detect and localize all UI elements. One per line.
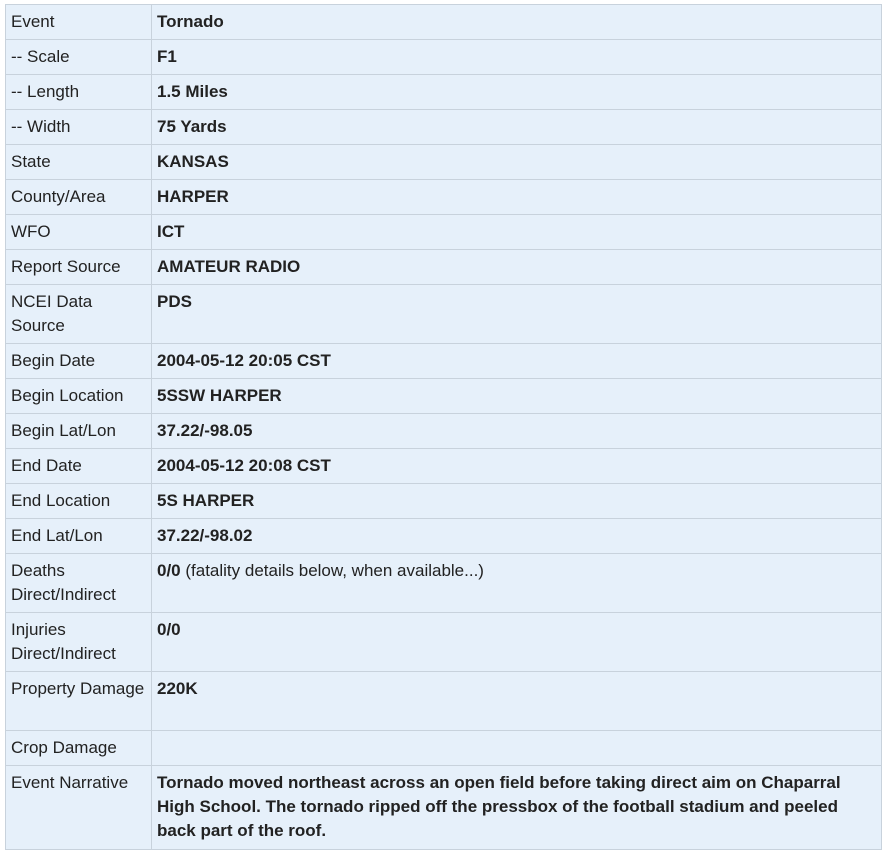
row-value [152,731,882,766]
row-value: 220K [152,672,882,731]
row-value: KANSAS [152,145,882,180]
row-value: 1.5 Miles [152,75,882,110]
row-value: 0/0 [157,561,181,580]
row-event-narrative [6,766,882,850]
row-county [6,180,882,215]
row-label: -- Scale [6,40,152,75]
row-value: PDS [152,285,882,344]
row-label: Event Narrative [6,766,152,850]
row-width [6,110,882,145]
row-label: End Lat/Lon [6,519,152,554]
row-value: HARPER [152,180,882,215]
row-state [6,145,882,180]
row-value: Tornado [152,5,882,40]
row-begin-latlon [6,414,882,449]
row-value: 75 Yards [152,110,882,145]
row-length [6,75,882,110]
row-begin-date [6,344,882,379]
row-label: Begin Date [6,344,152,379]
fatality-note: (fatality details below, when available...) [180,561,484,580]
row-label: WFO [6,215,152,250]
row-label: End Location [6,484,152,519]
row-label: Begin Lat/Lon [6,414,152,449]
row-label: -- Width [6,110,152,145]
row-value: 2004-05-12 20:05 CST [152,344,882,379]
row-scale [6,40,882,75]
row-event [6,5,882,40]
row-injuries [6,613,882,672]
row-end-date [6,449,882,484]
row-report-source [6,250,882,285]
row-value: 5SSW HARPER [152,379,882,414]
row-label: NCEI Data Source [6,285,152,344]
row-wfo [6,215,882,250]
row-value: AMATEUR RADIO [152,250,882,285]
row-label: End Date [6,449,152,484]
row-deaths [6,554,882,613]
row-value-cell [152,554,882,613]
row-value: 37.22/-98.05 [152,414,882,449]
row-value: Tornado moved northeast across an open field before taking direct aim on Chaparral High School. The tornado ripped off the pressbox of the football stadium and peeled back part of the roof. [152,766,882,850]
row-label: Crop Damage [6,731,152,766]
row-value: 2004-05-12 20:08 CST [152,449,882,484]
row-value: F1 [152,40,882,75]
row-value: 37.22/-98.02 [152,519,882,554]
row-label: Deaths Direct/Indirect [6,554,152,613]
row-label: Report Source [6,250,152,285]
row-label: Property Damage [6,672,152,731]
row-end-location [6,484,882,519]
row-label: County/Area [6,180,152,215]
row-label: State [6,145,152,180]
row-value: 0/0 [152,613,882,672]
row-ncei-data-source [6,285,882,344]
row-crop-damage [6,731,882,766]
event-details-table [5,4,882,850]
row-begin-location [6,379,882,414]
row-value: 5S HARPER [152,484,882,519]
row-label: Injuries Direct/Indirect [6,613,152,672]
row-end-latlon [6,519,882,554]
row-value: ICT [152,215,882,250]
row-label: Event [6,5,152,40]
row-label: Begin Location [6,379,152,414]
row-property-damage [6,672,882,731]
row-label: -- Length [6,75,152,110]
